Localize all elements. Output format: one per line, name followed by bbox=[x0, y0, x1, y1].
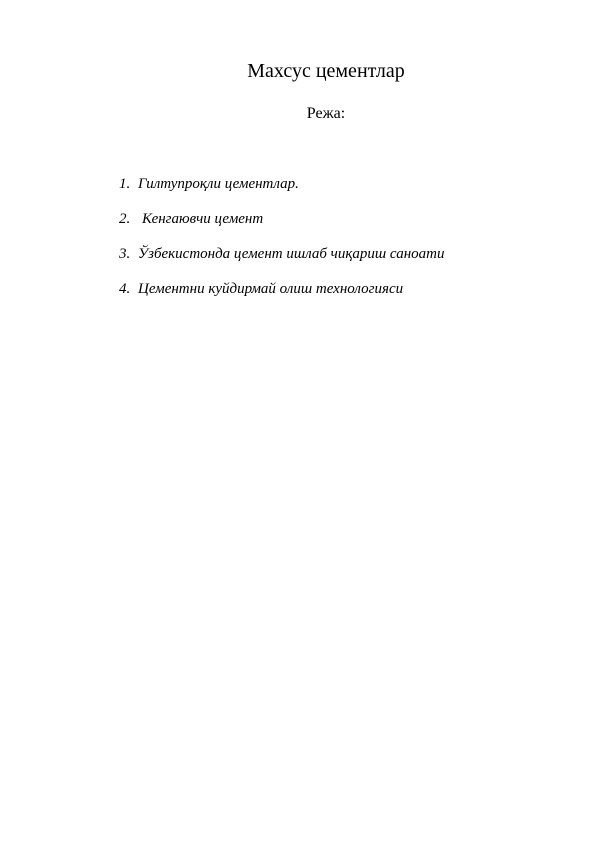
plan-item bbox=[119, 209, 444, 229]
plan-list bbox=[119, 174, 444, 314]
plan-item-text: Цементни куйдирмай олиш технологияси bbox=[138, 281, 404, 297]
plan-item-text: Гилтупроқли цементлар. bbox=[138, 176, 299, 192]
plan-item bbox=[119, 174, 444, 194]
plan-item-number: 2. bbox=[119, 211, 131, 227]
plan-heading: Режа: bbox=[306, 105, 346, 122]
plan-item bbox=[119, 279, 444, 299]
plan-item-number: 1. bbox=[119, 176, 131, 192]
plan-item bbox=[119, 244, 444, 264]
plan-item-number: 4. bbox=[119, 281, 131, 297]
plan-item-text: Ўзбекистонда цемент ишлаб чиқариш саноати bbox=[138, 246, 445, 262]
plan-item-text: Кенгаювчи цемент bbox=[142, 211, 264, 227]
document-title: Махсус цементлар bbox=[247, 60, 405, 82]
plan-item-number: 3. bbox=[119, 246, 131, 262]
